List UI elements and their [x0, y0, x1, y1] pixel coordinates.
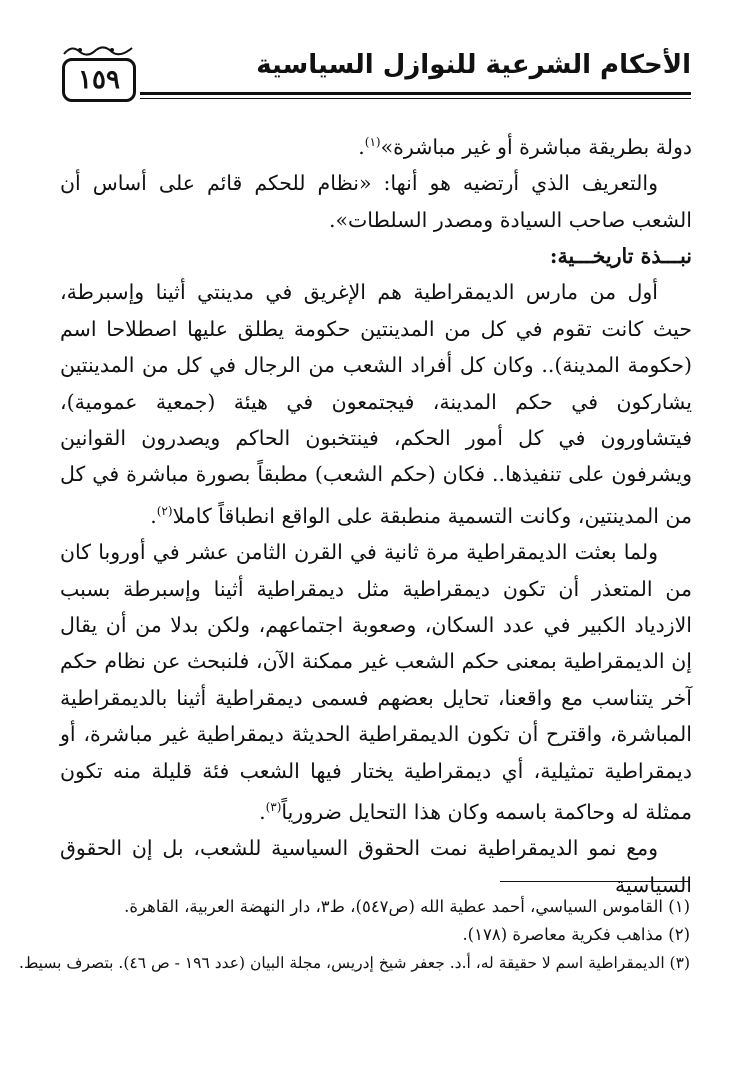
header-rule [140, 92, 691, 95]
footnote-ref-1: (١) [364, 135, 381, 149]
page-header [0, 0, 749, 110]
ornament-icon [62, 44, 134, 58]
footnote-3: (٣) الديمقراطية اسم لا حقيقة له، أ.د. جعفر شيخ إدريس، مجلة البيان (عدد ١٩٦ - ص ٤٦). بتصرف بسيط. [19, 954, 690, 972]
footnote-2: (٢) مذاهب فكرية معاصرة (١٧٨). [462, 925, 690, 944]
paragraph-5: ومع نمو الديمقراطية نمت الحقوق السياسية للشعب، بل إن الحقوق السياسية [60, 836, 692, 897]
footnote-ref-2: (٢) [156, 503, 173, 518]
paragraph-1: دولة بطريقة مباشرة أو غير مباشرة»$^{(١)}$. [358, 134, 692, 159]
page-number: ١٥٩ [62, 58, 136, 102]
main-text [60, 124, 692, 903]
footnote-1: (١) القاموس السياسي، أحمد عطية الله (ص٥٤٧)، ط٣، دار النهضة العربية، القاهرة. [124, 897, 690, 916]
running-title: الأحكام الشرعية للنوازل السياسية [256, 50, 691, 80]
footnotes [19, 893, 690, 977]
section-heading: نبـــذة تاريخـــية: [549, 244, 692, 269]
paragraph-3: أول من مارس الديمقراطية هم الإغريق في مدينتي أثينا وإسبرطة، حيث كانت تقوم في كل من المدينتين حكومة يطلق عليها اصطلاحا اسم (حكومة المدينة).. وكان كل أفراد الشعب من الرجال في كل من المدينتين يشاركون في حكم المدينة، فيجتمعون في هيئة (جمعية عمومية)، فيتشاورون في كل أمور الحكم، فينتخبون الحاكم ويصدرون القوانين ويشرفون على تنفيذها.. فكان (حكم الشعب) مطبقاً بصورة مباشرة في كل من المدينتين، وكانت التسمية منطبقة على الواقع انطباقاً كاملا$^{(٢)}$. [60, 280, 692, 528]
header-rule-thin [140, 98, 691, 99]
footnote-divider [500, 881, 690, 882]
footnote-ref-3: (٣) [265, 799, 282, 814]
paragraph-4: ولما بعثت الديمقراطية مرة ثانية في القرن الثامن عشر في أوروبا كان من المتعذر أن تكون ديمقراطية مثل ديمقراطية أثينا وإسبرطة بسبب الازدياد الكبير في عدد السكان، وصعوبة اجتماعهم، ولكن بدلا من أن يقال إن الديمقراطية بمعنى حكم الشعب غير ممكنة الآن، فلنبحث عن نظام حكم آخر يتناسب مع واقعنا، تحايل بعضهم فسمى ديمقراطية أثينا بالديمقراطية المباشرة، واقترح أن تكون الديمقراطية الحديثة ديمقراطية غير مباشرة، أو ديمقراطية تمثيلية، أي ديمقراطية يختار فيها الشعب فئة قليلة منه تكون ممثلة له وحاكمة باسمه وكان هذا التحايل ضرورياً$^{(٣)}$. [60, 540, 692, 824]
paragraph-2: والتعريف الذي أرتضيه هو أنها: «نظام للحكم قائم على أساس أن الشعب صاحب السيادة ومصدر السلطات». [60, 171, 692, 232]
